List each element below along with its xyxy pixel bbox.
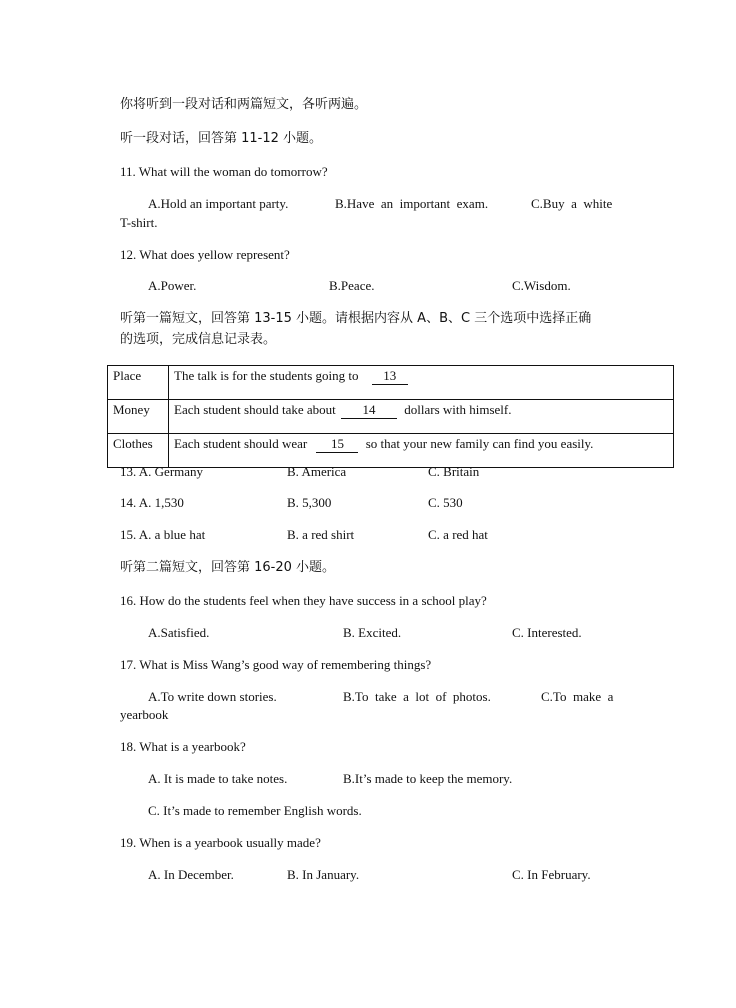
question-18-stem: 18. What is a yearbook? xyxy=(120,739,246,754)
blank-13[interactable]: 13 xyxy=(372,368,408,385)
question-17-option-c-continued: yearbook xyxy=(120,707,169,722)
question-17-option-b: B.To take a lot of photos. xyxy=(343,689,491,704)
question-11-option-a: A.Hold an important party. xyxy=(148,196,289,211)
question-13-option-a: 13. A. Germany xyxy=(120,464,204,479)
table-text-clothes-after: so that your new family can find you easily. xyxy=(365,436,594,451)
question-15-option-c: C. a red hat xyxy=(428,527,488,542)
question-18-option-b: B.It’s made to keep the memory. xyxy=(343,771,513,786)
section-2-heading-line-2: 的选项，完成信息记录表。 xyxy=(120,332,277,347)
question-19-option-b: B. In January. xyxy=(287,867,360,882)
question-15-option-b: B. a red shirt xyxy=(287,527,355,542)
table-row-money xyxy=(108,400,674,434)
question-13-option-b: B. America xyxy=(287,464,347,479)
table-row-clothes xyxy=(108,434,674,468)
blank-14[interactable]: 14 xyxy=(341,402,397,419)
question-14-option-b: B. 5,300 xyxy=(287,495,332,510)
question-19-option-a: A. In December. xyxy=(148,867,234,882)
question-18-option-a: A. It is made to take notes. xyxy=(148,771,288,786)
question-14-option-c: C. 530 xyxy=(428,495,463,510)
table-text-clothes: Each student should wear xyxy=(174,436,308,451)
table-content-clothes xyxy=(169,434,674,468)
table-text-money: Each student should take about xyxy=(174,402,336,417)
question-11-option-b: B.Have an important exam. xyxy=(335,196,489,211)
question-12-option-c: C.Wisdom. xyxy=(512,278,571,293)
section-3-heading: 听第二篇短文，回答第 16-20 小题。 xyxy=(120,560,336,575)
question-16-option-a: A.Satisfied. xyxy=(148,625,210,640)
instructions-intro: 你将听到一段对话和两篇短文，各听两遍。 xyxy=(120,97,368,112)
question-13-option-c: C. Britain xyxy=(428,464,480,479)
question-11-option-c-continued: T-shirt. xyxy=(120,215,158,230)
table-row-place xyxy=(108,366,674,400)
table-text-money-after: dollars with himself. xyxy=(404,402,512,417)
table-content-money xyxy=(169,400,674,434)
table-label-money: Money xyxy=(108,400,169,434)
question-19-option-c: C. In February. xyxy=(512,867,591,882)
blank-15[interactable]: 15 xyxy=(316,436,358,453)
question-16-option-b: B. Excited. xyxy=(343,625,402,640)
question-12-option-a: A.Power. xyxy=(148,278,197,293)
table-content-place xyxy=(169,366,674,400)
question-17-option-c: C.To make a xyxy=(541,689,614,704)
table-label-clothes: Clothes xyxy=(108,434,169,468)
question-12-option-b: B.Peace. xyxy=(329,278,375,293)
table-label-place: Place xyxy=(108,366,169,400)
question-16-stem: 16. How do the students feel when they have success in a school play? xyxy=(120,593,487,608)
question-17-stem: 17. What is Miss Wang’s good way of remembering things? xyxy=(120,657,432,672)
information-record-table xyxy=(107,365,674,468)
question-19-stem: 19. When is a yearbook usually made? xyxy=(120,835,321,850)
section-2-heading-line-1: 听第一篇短文，回答第 13-15 小题。请根据内容从 A、B、C 三个选项中选择正确 xyxy=(120,311,592,326)
question-18-option-c: C. It’s made to remember English words. xyxy=(148,803,362,818)
question-14-option-a: 14. A. 1,530 xyxy=(120,495,184,510)
question-11-option-c: C.Buy a white xyxy=(531,196,613,211)
question-16-option-c: C. Interested. xyxy=(512,625,582,640)
table-text-place: The talk is for the students going to xyxy=(174,368,359,383)
question-15-option-a: 15. A. a blue hat xyxy=(120,527,206,542)
section-1-heading: 听一段对话，回答第 11-12 小题。 xyxy=(120,131,323,146)
question-12-stem: 12. What does yellow represent? xyxy=(120,247,290,262)
question-17-option-a: A.To write down stories. xyxy=(148,689,277,704)
question-11-stem: 11. What will the woman do tomorrow? xyxy=(120,164,328,179)
